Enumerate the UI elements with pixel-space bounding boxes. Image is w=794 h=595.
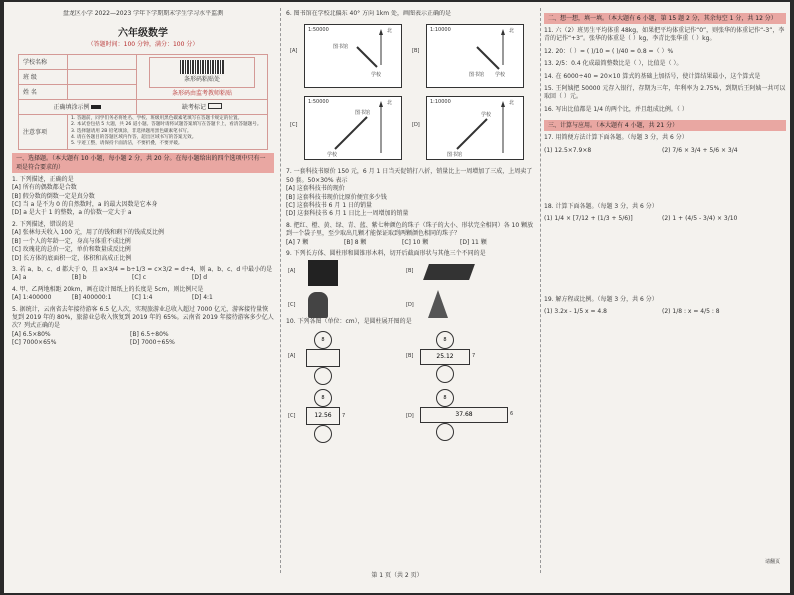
option[interactable]: [A] 6.5×80% bbox=[12, 330, 51, 338]
option[interactable]: [D] 长方体的底面积一定，体积和高成正比例 bbox=[12, 254, 132, 262]
north-label: 北 bbox=[387, 100, 393, 107]
q6-option-b-figure[interactable] bbox=[426, 24, 524, 88]
school-label: 学校 bbox=[495, 72, 506, 79]
answer-space[interactable] bbox=[544, 224, 786, 296]
option[interactable]: [B] 一个人的年龄一定，身高与体重不成比例 bbox=[12, 237, 131, 245]
column-divider bbox=[280, 8, 281, 573]
question-11[interactable]: 11. 六（2）班男生平均体重 48kg，如果把平均体重记作“0”，则张华的体重记作“-3”，李青的记作“+3”。张华的体重是（ ）kg，李青比张华重（ ）kg。 bbox=[544, 27, 785, 43]
circle-base bbox=[314, 425, 332, 443]
option[interactable]: [A] 1:400000 bbox=[12, 294, 52, 302]
option-label: [C] bbox=[288, 412, 296, 419]
notes-label: 注意事项 bbox=[19, 114, 68, 149]
option[interactable]: [C] 玫瑰花的总价一定，单价和数量成反比例 bbox=[12, 246, 131, 254]
note-item: 5. 字迹工整，请保持卡面清洁，不要折叠，不要弄破。 bbox=[71, 141, 183, 147]
filled-box-icon bbox=[91, 105, 101, 109]
q6-option-a-figure[interactable] bbox=[304, 24, 402, 88]
option-label: [C] bbox=[288, 302, 296, 309]
q6-options bbox=[286, 18, 536, 168]
right-column bbox=[544, 10, 786, 570]
option[interactable]: [B] 8 颗 bbox=[344, 238, 367, 246]
rect-lateral: 25.12 bbox=[420, 349, 470, 365]
exam-title: 六年级数学 bbox=[118, 28, 168, 40]
section1-heading: 一、选择题。（本大题有 10 小题，每小题 2 分，共 20 分。在每小题给出的四个选项中只有一项是符合要求的） bbox=[12, 153, 274, 173]
option-label: [B] bbox=[406, 352, 414, 359]
question-10: 10. 下列各图（单位：cm），是圆柱展开图的是 bbox=[286, 318, 412, 326]
exam-header: 盘龙区小学 2022—2023 学年下学期期末学生学习水平监测 bbox=[62, 10, 224, 17]
scale-label: 1:10000 bbox=[430, 27, 451, 34]
option-label: [D] bbox=[412, 122, 420, 129]
flat-cuboid-icon[interactable] bbox=[423, 264, 475, 280]
circle-base: 8 bbox=[436, 331, 454, 349]
rect-lateral bbox=[306, 349, 340, 367]
circle-base: 8 bbox=[436, 389, 454, 407]
circle-base: 8 bbox=[314, 389, 332, 407]
option-label: [D] bbox=[406, 412, 414, 419]
option[interactable]: [D] 7000÷65% bbox=[130, 339, 175, 347]
option[interactable]: [B] 假分数的倒数一定是真分数 bbox=[12, 192, 95, 200]
option[interactable]: [C] 当 a 是不为 0 的自然数时，a 的最大因数是它本身 bbox=[12, 201, 158, 209]
question-9: 9. 下列长方体、圆柱形和圆锥形木料，切开后截面形状与其他三个不同的是 bbox=[286, 250, 486, 258]
rect-lateral: 37.68 bbox=[420, 407, 508, 423]
question-15[interactable]: 15. 王阿姨把 50000 元存入银行，存期为三年，年利率为 2.75%，到期后王阿姨一共可以取回（ ）元。 bbox=[544, 85, 786, 101]
scale-label: 1:50000 bbox=[308, 99, 329, 106]
calc-item: (1) 1/4 × [7/12 + (1/3 + 5/6)] bbox=[544, 215, 633, 223]
scale-label: 1:50000 bbox=[308, 27, 329, 34]
north-label: 北 bbox=[387, 28, 393, 35]
option[interactable]: [D] 这套科技书 6 月 1 日比上一周增加的销量 bbox=[286, 210, 409, 218]
calc-item: (2) 7/6 × 3/4 + 5/6 × 3/4 bbox=[662, 146, 738, 154]
library-label: 图书馆 bbox=[333, 44, 349, 51]
option[interactable]: [C] 10 颗 bbox=[402, 238, 429, 246]
school-label: 学校 bbox=[371, 72, 382, 79]
option[interactable]: [D] 11 颗 bbox=[460, 238, 487, 246]
option-label: [A] bbox=[288, 352, 296, 359]
exam-sheet bbox=[4, 2, 790, 593]
section3-heading: 三、计算与应用。（本大题有 4 小题，共 21 分） bbox=[544, 120, 786, 131]
calc-item: (1) 12.5×7.9×8 bbox=[544, 146, 592, 154]
option[interactable]: [A] a bbox=[12, 274, 27, 282]
fill-example-label: 正确填涂示例 bbox=[53, 104, 90, 112]
calc-item: (2) 1 + (4/5 - 3/4) × 3/10 bbox=[662, 215, 738, 223]
question-4: 4. 甲、乙两地相距 20km，画在设计图纸上的长度是 5cm，则比例尺是 bbox=[12, 285, 204, 293]
class-field[interactable] bbox=[68, 69, 137, 84]
question-2: 2. 下列描述，错误的是 bbox=[12, 220, 74, 228]
option[interactable]: [B] b bbox=[72, 274, 87, 282]
class-label: 班 级 bbox=[19, 69, 68, 84]
option-label: [D] bbox=[406, 302, 414, 309]
option-label: [A] bbox=[288, 268, 296, 275]
scale-label: 1:10000 bbox=[430, 99, 451, 106]
option[interactable]: [B] 这套科技书现价比原价便宜多少钱 bbox=[286, 193, 387, 201]
question-6: 6. 图书馆在学校北偏东 40° 方向 1km 处，画图表示正确的是 bbox=[286, 10, 452, 17]
height-label: 6 bbox=[510, 410, 514, 417]
question-19: 19. 解方程或比例。（每题 3 分，共 6 分） bbox=[544, 295, 658, 303]
school-label: 学校名称 bbox=[19, 54, 68, 69]
note-item: 2. 本试卷包括 5 大题，共 26 道小题。答题时请将试题答案填写在答题卡上，看清答题题号。 bbox=[71, 122, 262, 128]
cone-icon[interactable] bbox=[428, 290, 448, 318]
option[interactable]: [A] 7 颗 bbox=[286, 238, 309, 246]
left-column bbox=[12, 10, 274, 570]
equation-item: (2) 1/8 : x = 4/5 : 8 bbox=[662, 308, 720, 316]
student-info-table bbox=[18, 54, 268, 150]
barcode-note: 条形码由监考教师粘贴 bbox=[171, 89, 232, 97]
option[interactable]: [D] d bbox=[192, 274, 208, 282]
barcode-label: 条形码粘贴处 bbox=[183, 76, 220, 84]
turn-page-note: 请翻页 bbox=[764, 559, 780, 565]
height-label: 7 bbox=[342, 412, 346, 419]
barcode-icon bbox=[180, 60, 224, 74]
option[interactable]: [A] 张林每天收入 100 元，用了的钱和剩下的钱成反比例 bbox=[12, 229, 164, 237]
school-field[interactable] bbox=[68, 54, 137, 69]
option[interactable]: [C] 7000×65% bbox=[12, 339, 57, 347]
option[interactable]: [B] 6.5÷80% bbox=[130, 330, 169, 338]
question-7: 7. 一套科技书原价 150 元，6 月 1 日当天促销打八折，销量比上一周增加了三成，上周卖了 50 套。50×30% 表示 bbox=[286, 168, 533, 184]
cylinder-icon[interactable] bbox=[308, 292, 328, 318]
option-label: [C] bbox=[290, 122, 298, 129]
question-18: 18. 计算下面各题。（每题 3 分，共 6 分） bbox=[544, 203, 658, 211]
rect-lateral: 12.56 bbox=[306, 407, 340, 425]
question-17: 17. 用简便方法计算下面各题。（每题 3 分，共 6 分） bbox=[544, 134, 688, 142]
question-16[interactable]: 16. 写出比值都是 1/4 的两个比，并且组成比例。（ ） bbox=[544, 105, 688, 113]
equation-item: (1) 3.2x - 1/5 x = 4.8 bbox=[544, 308, 607, 316]
missing-mark-label: 缺考标记 bbox=[182, 104, 207, 112]
middle-column bbox=[286, 10, 536, 570]
option[interactable]: [D] 4:1 bbox=[192, 294, 213, 302]
option[interactable]: [B] 400000:1 bbox=[72, 294, 112, 302]
school-label: 学校 bbox=[327, 152, 338, 159]
height-label: 7 bbox=[472, 352, 476, 359]
north-label: 北 bbox=[509, 28, 515, 35]
school-label: 学校 bbox=[481, 112, 492, 119]
time-note: （答题时间：100 分钟，满分：100 分） bbox=[87, 41, 199, 49]
question-14[interactable]: 14. 在 6000÷40 = 20×10 算式的基础上加括号，使计算结果最小，这个算式是 bbox=[544, 72, 761, 80]
option[interactable]: [A] 所有的偶数都是合数 bbox=[12, 184, 77, 192]
option[interactable]: [C] c bbox=[132, 274, 147, 282]
option[interactable]: [D] a 是大于 1 的整数，a 的倍数一定大于 a bbox=[12, 209, 132, 217]
option[interactable]: [C] 1:4 bbox=[132, 294, 153, 302]
circle-base: 8 bbox=[314, 331, 332, 349]
option-label: [B] bbox=[412, 48, 420, 55]
cuboid-icon[interactable] bbox=[308, 260, 338, 286]
north-label: 北 bbox=[509, 100, 515, 107]
question-13[interactable]: 13. 2/5：0.4 化成最简整数比是（ ），比值是（ ）。 bbox=[544, 60, 683, 68]
circle-base bbox=[314, 367, 332, 385]
name-field[interactable] bbox=[68, 84, 137, 99]
option[interactable]: [A] 这套科技书的现价 bbox=[286, 185, 345, 193]
question-8: 8. 把红、橙、黄、绿、青、蓝、紫七种颜色的珠子（珠子的大小、形状完全相同）各 10 颗放到一个袋子里，至少取出几颗才能保证取到两颗颜色相同的珠子？ bbox=[286, 221, 534, 238]
section2-heading: 二、想一想，填一填。（本大题有 6 小题，第 15 题 2 分，其余每空 1 分，共 12 分） bbox=[544, 13, 786, 24]
option[interactable]: [C] 这套科技书 6 月 1 日的销量 bbox=[286, 202, 373, 210]
q10-figures bbox=[286, 327, 536, 447]
circle-base bbox=[436, 365, 454, 383]
q6-option-c-figure[interactable] bbox=[304, 96, 402, 160]
question-3: 3. 若 a、b、c、d 都大于 0，且 a×3/4 = b÷1/3 = c×3/2 = d÷4，则 a、b、c、d 中最小的是 bbox=[12, 265, 273, 273]
question-12[interactable]: 12. 20：（ ）= ( )/10 = ( )/40 = 0.8 =（ ）% bbox=[544, 47, 674, 55]
library-label: 图书馆 bbox=[355, 110, 371, 117]
answer-space[interactable] bbox=[544, 155, 786, 203]
note-item: 3. 选择题请用 2B 铅笔填涂，非选择题用黑色碳素笔书写。 bbox=[71, 128, 192, 134]
note-item: 4. 请在各题目的答题区域内作答，超出区域书写的答案无效。 bbox=[71, 135, 197, 141]
note-item: 1. 答题前，同学们务必将姓名、学校、班级用黑色碳素笔填写在答题卡规定的位置。 bbox=[71, 115, 243, 121]
column-divider bbox=[540, 8, 541, 573]
q6-option-d-figure[interactable] bbox=[426, 96, 524, 160]
name-label: 姓 名 bbox=[19, 84, 68, 99]
page-footer: 第 1 页（共 2 页） bbox=[371, 572, 423, 579]
circle-base bbox=[436, 423, 454, 441]
q9-figures bbox=[286, 258, 536, 318]
library-label: 图书馆 bbox=[447, 152, 463, 159]
question-5: 5. 据统计，云南省去年接待游客 6.5 亿人次，实现旅游业总收入超过 7000 亿元，游客接待量恢复到 2019 年的 80%，旅游业总收入恢复到 2019 年的 65%。云南省 2019 年接待游客多少亿人次？列式正确的是 bbox=[12, 305, 274, 330]
missing-mark-box[interactable] bbox=[208, 103, 222, 109]
question-1: 1. 下列描述，正确的是 bbox=[12, 175, 74, 183]
library-label: 图书馆 bbox=[469, 72, 485, 79]
option-label: [A] bbox=[290, 48, 298, 55]
option-label: [B] bbox=[406, 268, 414, 275]
